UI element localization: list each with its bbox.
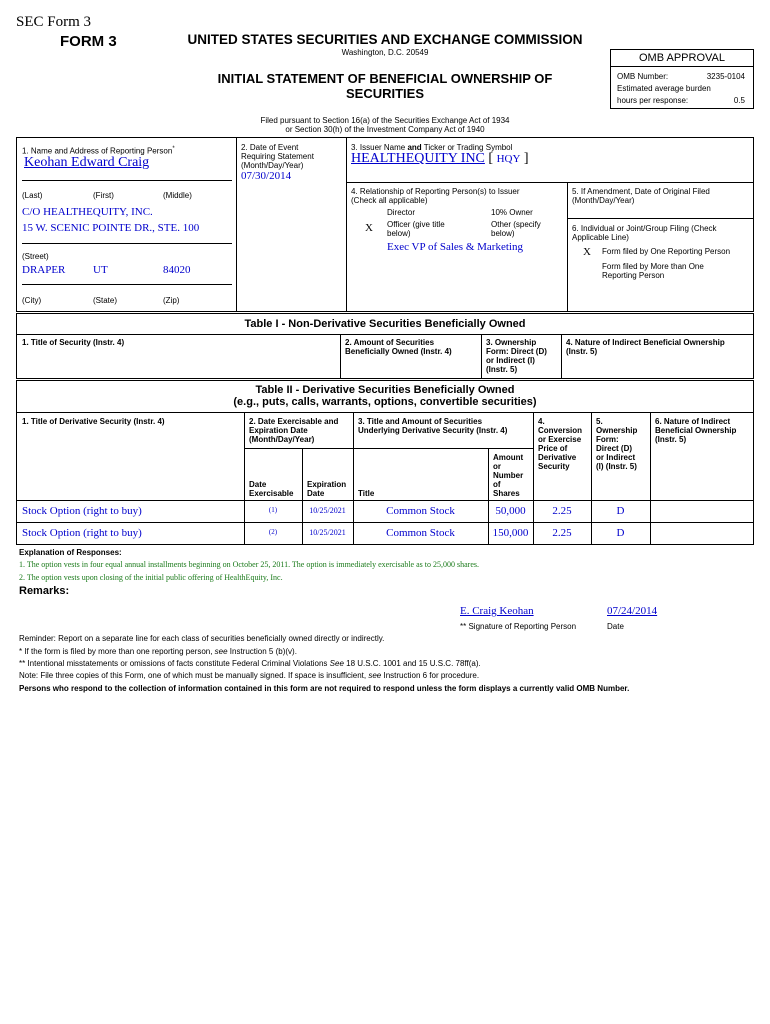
table2-col-ownership: 5. Ownership Form: Direct (D) or Indirect (I) (Instr. 5) xyxy=(596,417,638,471)
footer-note: Note: File three copies of this Form, one of which must be manually signed. If space is insufficient, see Instruction 6 for procedure. xyxy=(19,671,480,680)
explanation-title: Explanation of Responses: xyxy=(19,548,122,557)
table1-title: Table I - Non-Derivative Securities Beneficially Owned xyxy=(244,318,526,330)
table2-sub-amount: Amount or Number of Shares xyxy=(493,453,524,498)
table1-col-nature: 4. Nature of Indirect Beneficial Ownership (Instr. 5) xyxy=(566,338,725,356)
omb-burden-label: Estimated average burden xyxy=(617,84,711,93)
row2-expiration: 10/25/2021 xyxy=(309,528,346,537)
row2-amount: 150,000 xyxy=(492,527,529,539)
event-date-label: 2. Date of Event Requiring Statement (Month/Day/Year) xyxy=(241,143,314,170)
form-title: INITIAL STATEMENT OF BENEFICIAL OWNERSHIP OF SECURITIES xyxy=(217,71,553,101)
ten-percent-owner-option: 10% Owner xyxy=(491,208,533,217)
omb-number-label: OMB Number: xyxy=(617,72,669,81)
state-value: UT xyxy=(93,264,108,276)
omb-hours-label: hours per response: xyxy=(617,96,689,105)
omb-number-value: 3235-0104 xyxy=(706,72,745,81)
footnote-1: 1. The option vests in four equal annual installments beginning on October 25, 2011. The option is immediately exercisable as to 25,000 shares. xyxy=(19,560,479,569)
table2-col-dates: 2. Date Exercisable and Expiration Date (Month/Day/Year) xyxy=(249,417,339,444)
row1-security-title: Common Stock xyxy=(386,505,455,517)
table2-title: Table II - Derivative Securities Beneficially Owned (e.g., puts, calls, warrants, options, convertible securities) xyxy=(233,384,537,408)
zip-label: (Zip) xyxy=(163,296,180,305)
row1-price: 2.25 xyxy=(552,505,572,517)
state-label: (State) xyxy=(93,296,118,305)
row2-security-title: Common Stock xyxy=(386,527,455,539)
table-row: Stock Option (right to buy) xyxy=(22,527,142,539)
omb-approval-box xyxy=(610,49,754,109)
footer-multiple-persons: * If the form is filed by more than one reporting person, see Instruction 5 (b)(v). xyxy=(19,647,297,656)
relationship-label: 4. Relationship of Reporting Person(s) to Issuer (Check all applicable) xyxy=(351,187,520,205)
footnote-ref-1[interactable]: (1) xyxy=(268,506,278,514)
issuer-name-link[interactable]: HEALTHEQUITY INC xyxy=(351,151,485,166)
table1-col-amount: 2. Amount of Securities Beneficially Owned (Instr. 4) xyxy=(345,338,452,356)
agency-location: Washington, D.C. 20549 xyxy=(341,48,429,57)
agency-title: UNITED STATES SECURITIES AND EXCHANGE COMMISSION xyxy=(187,32,583,47)
table2-sub-expiration: Expiration Date xyxy=(307,480,347,498)
address-line-1: C/O HEALTHEQUITY, INC. xyxy=(22,206,153,218)
reporting-person-name[interactable]: Keohan Edward Craig xyxy=(24,155,150,170)
event-date-value: 07/30/2014 xyxy=(241,170,292,182)
first-label: (First) xyxy=(93,191,114,200)
signature-label: ** Signature of Reporting Person xyxy=(460,622,577,631)
footnote-2: 2. The option vests upon closing of the initial public offering of HealthEquity, Inc. xyxy=(19,573,283,582)
table2-col-conversion: 4. Conversion or Exercise Price of Derivative Security xyxy=(538,417,583,471)
officer-check-mark: X xyxy=(365,222,373,234)
row1-amount: 50,000 xyxy=(495,505,526,517)
issuer-name-line: HEALTHEQUITY INC [ HQY ] xyxy=(351,151,529,166)
footer-omb-notice: Persons who respond to the collection of information contained in this form are not required to respond unless the form displays a currently valid OMB Number. xyxy=(19,684,630,693)
omb-title: OMB APPROVAL xyxy=(639,52,725,64)
city-label: (City) xyxy=(22,296,42,305)
footer-reminder: Reminder: Report on a separate line for each class of securities beneficially owned directly or indirectly. xyxy=(19,634,385,643)
table-row: Stock Option (right to buy) xyxy=(22,505,142,517)
table2-col-underlying: 3. Title and Amount of Securities Underlying Derivative Security (Instr. 4) xyxy=(358,417,508,435)
street-label: (Street) xyxy=(22,252,49,261)
reporting-person-label: 1. Name and Address of Reporting Person* xyxy=(22,146,175,156)
city-value: DRAPER xyxy=(22,264,66,276)
director-option: Director xyxy=(387,208,416,217)
remarks-title: Remarks: xyxy=(19,585,70,597)
row2-price: 2.25 xyxy=(552,527,572,539)
officer-title: Exec VP of Sales & Marketing xyxy=(387,241,523,253)
middle-label: (Middle) xyxy=(163,191,192,200)
table1-col-ownership: 3. Ownership Form: Direct (D) or Indirect (I) (Instr. 5) xyxy=(486,338,547,374)
other-option: Other (specify below) xyxy=(491,220,541,238)
table1-col-title: 1. Title of Security (Instr. 4) xyxy=(22,338,125,347)
signature-name[interactable]: E. Craig Keohan xyxy=(460,605,534,617)
sec-form-label: SEC Form 3 xyxy=(16,14,92,30)
filing-type-label: 6. Individual or Joint/Group Filing (Check Applicable Line) xyxy=(572,224,717,242)
table2-sub-date-exercisable: Date Exercisable xyxy=(249,480,294,498)
date-label: Date xyxy=(607,622,624,631)
one-person-check-mark: X xyxy=(583,246,591,258)
address-line-2: 15 W. SCENIC POINTE DR., STE. 100 xyxy=(22,222,200,234)
filed-pursuant: Filed pursuant to Section 16(a) of the Securities Exchange Act of 1934 or Section 30(h) of the Investment Company Act of 1940 xyxy=(260,116,510,134)
table2-sub-title: Title xyxy=(358,489,375,498)
table2-col-title: 1. Title of Derivative Security (Instr. 4) xyxy=(22,417,165,426)
multiple-persons-option: Form filed by More than One Reporting Person xyxy=(602,262,704,280)
table2-col-nature: 6. Nature of Indirect Beneficial Ownership (Instr. 5) xyxy=(655,417,737,444)
officer-option: Officer (give title below) xyxy=(387,220,445,238)
row1-expiration: 10/25/2021 xyxy=(309,506,346,515)
zip-value: 84020 xyxy=(163,264,191,276)
ticker-symbol: HQY xyxy=(496,153,521,165)
omb-hours-value: 0.5 xyxy=(733,96,745,105)
one-person-option: Form filed by One Reporting Person xyxy=(602,247,731,256)
amendment-date-label: 5. If Amendment, Date of Original Filed (Month/Day/Year) xyxy=(572,187,710,205)
last-label: (Last) xyxy=(22,191,43,200)
signature-date: 07/24/2014 xyxy=(607,605,658,617)
footer-misstatements: ** Intentional misstatements or omissions of facts constitute Federal Criminal Violations See 18 U.S.C. 1001 and 15 U.S.C. 78ff(a). xyxy=(19,659,481,668)
row2-ownership-form: D xyxy=(616,527,625,539)
issuer-label: 3. Issuer Name and Ticker or Trading Symbol xyxy=(351,143,513,152)
footnote-ref-2[interactable]: (2) xyxy=(268,528,278,536)
form-name: FORM 3 xyxy=(60,33,117,50)
row1-ownership-form: D xyxy=(616,505,625,517)
